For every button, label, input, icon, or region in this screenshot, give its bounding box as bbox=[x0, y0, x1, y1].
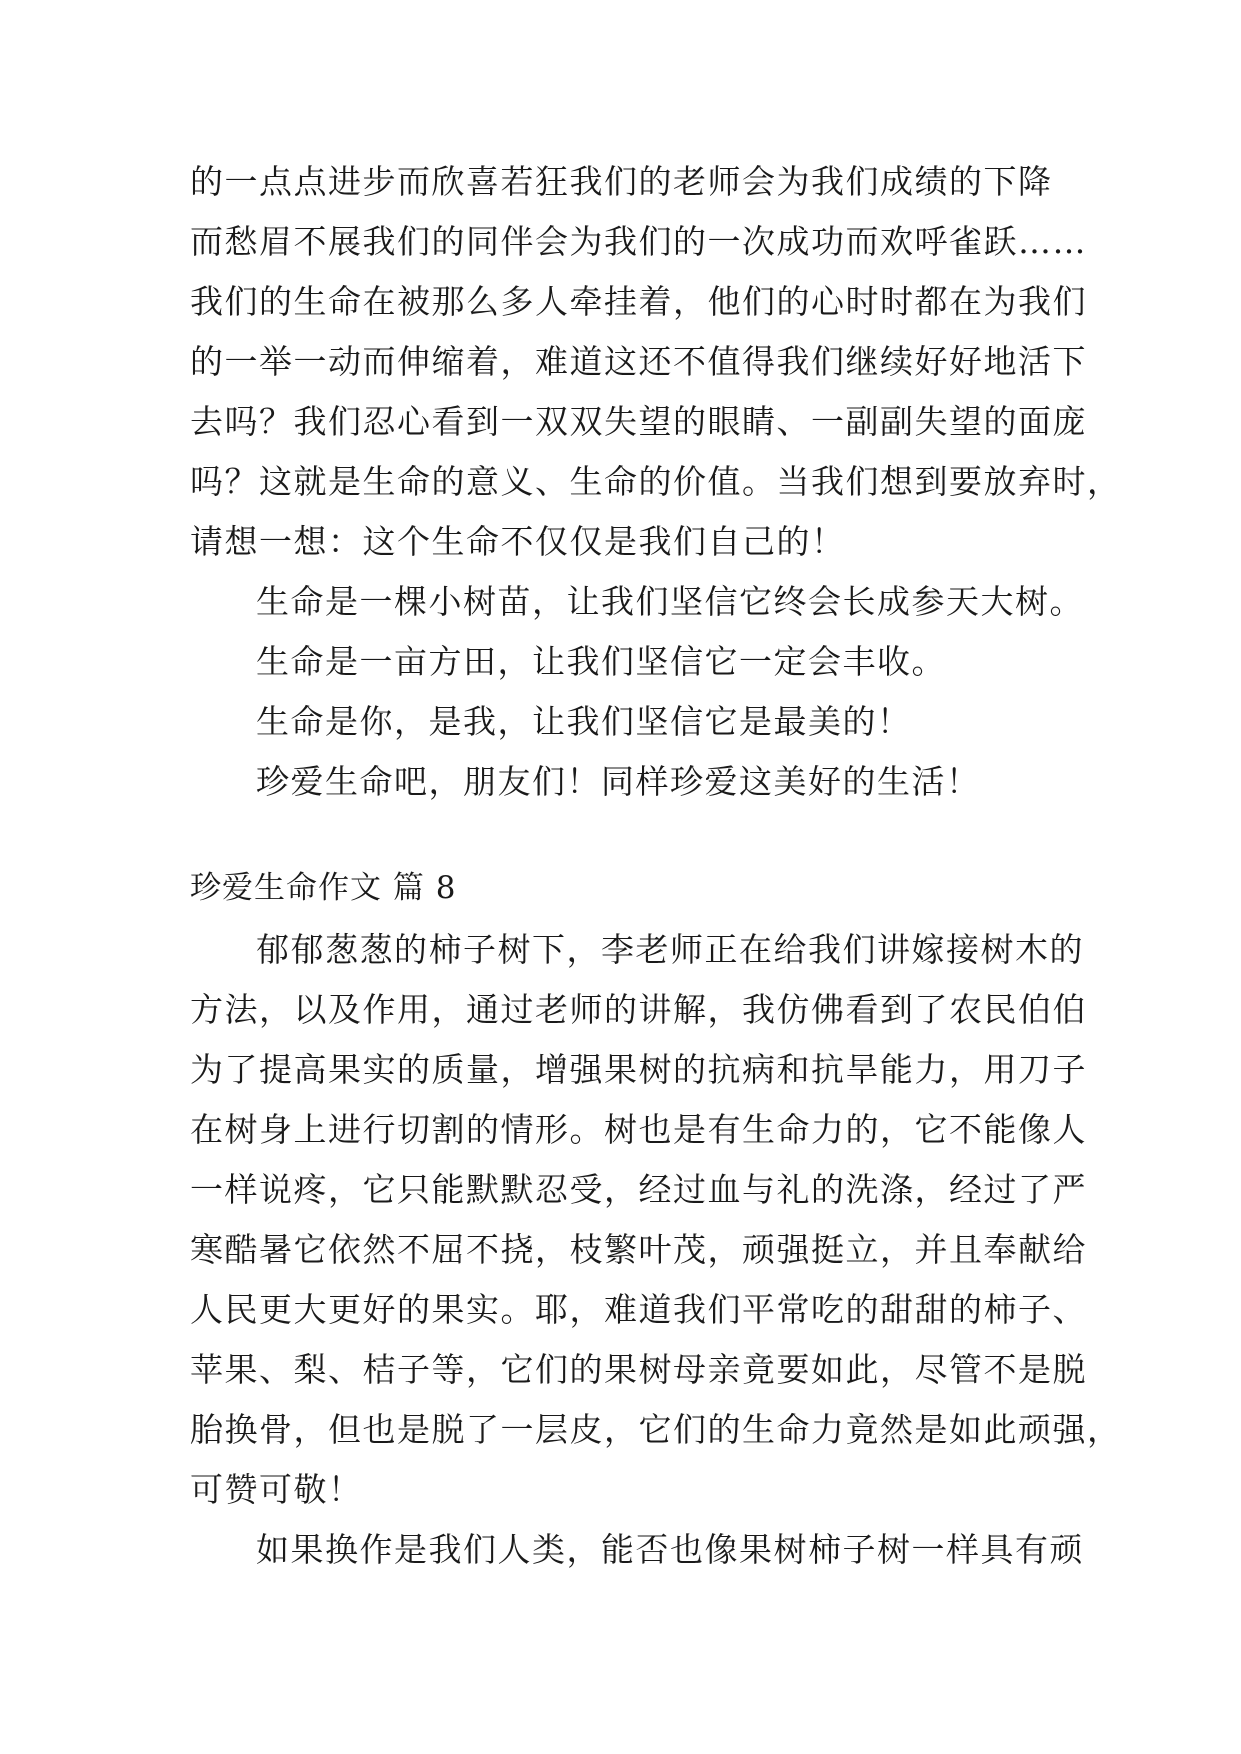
text-line: 为了提高果实的质量，增强果树的抗病和抗旱能力，用刀子 bbox=[190, 1050, 1087, 1089]
text-line: 一样说疼，它只能默默忍受，经过血与礼的洗涤，经过了严 bbox=[190, 1170, 1087, 1209]
text-line: 吗？这就是生命的意义、生命的价值。当我们想到要放弃时， bbox=[190, 462, 1122, 501]
text-line: 的一点点进步而欣喜若狂我们的老师会为我们成绩的下降 bbox=[190, 162, 1053, 201]
text-line: 苹果、梨、桔子等，它们的果树母亲竟要如此，尽管不是脱 bbox=[190, 1350, 1087, 1389]
text-line: 我们的生命在被那么多人牵挂着，他们的心时时都在为我们 bbox=[190, 282, 1087, 321]
text-line: 去吗？我们忍心看到一双双失望的眼睛、一副副失望的面庞 bbox=[190, 402, 1087, 441]
text-line: 在树身上进行切割的情形。树也是有生命力的，它不能像人 bbox=[190, 1110, 1087, 1149]
text-line: 寒酷暑它依然不屈不挠，枝繁叶茂，顽强挺立，并且奉献给 bbox=[190, 1230, 1087, 1269]
section-heading: 珍爱生命作文 篇 8 bbox=[190, 870, 457, 906]
paragraph: 如果换作是我们人类，能否也像果树柿子树一样具有顽 bbox=[256, 1530, 1084, 1569]
text-line: 的一举一动而伸缩着，难道这还不值得我们继续好好地活下 bbox=[190, 342, 1087, 381]
paragraph: 生命是你，是我，让我们坚信它是最美的！ bbox=[256, 702, 912, 741]
text-line: 胎换骨，但也是脱了一层皮，它们的生命力竟然是如此顽强， bbox=[190, 1410, 1122, 1449]
paragraph: 生命是一亩方田，让我们坚信它一定会丰收。 bbox=[256, 642, 946, 681]
text-line: 请想一想：这个生命不仅仅是我们自己的！ bbox=[190, 522, 846, 561]
text-line: 人民更大更好的果实。耶，难道我们平常吃的甜甜的柿子、 bbox=[190, 1290, 1087, 1329]
paragraph: 珍爱生命吧，朋友们！同样珍爱这美好的生活！ bbox=[256, 762, 981, 801]
text-line: 可赞可敬！ bbox=[190, 1470, 363, 1509]
paragraph: 生命是一棵小树苗，让我们坚信它终会长成参天大树。 bbox=[256, 582, 1084, 621]
text-line: 方法，以及作用，通过老师的讲解，我仿佛看到了农民伯伯 bbox=[190, 990, 1087, 1029]
text-line: 郁郁葱葱的柿子树下，李老师正在给我们讲嫁接树木的 bbox=[256, 930, 1084, 969]
text-line: 而愁眉不展我们的同伴会为我们的一次成功而欢呼雀跃…… bbox=[190, 222, 1087, 261]
